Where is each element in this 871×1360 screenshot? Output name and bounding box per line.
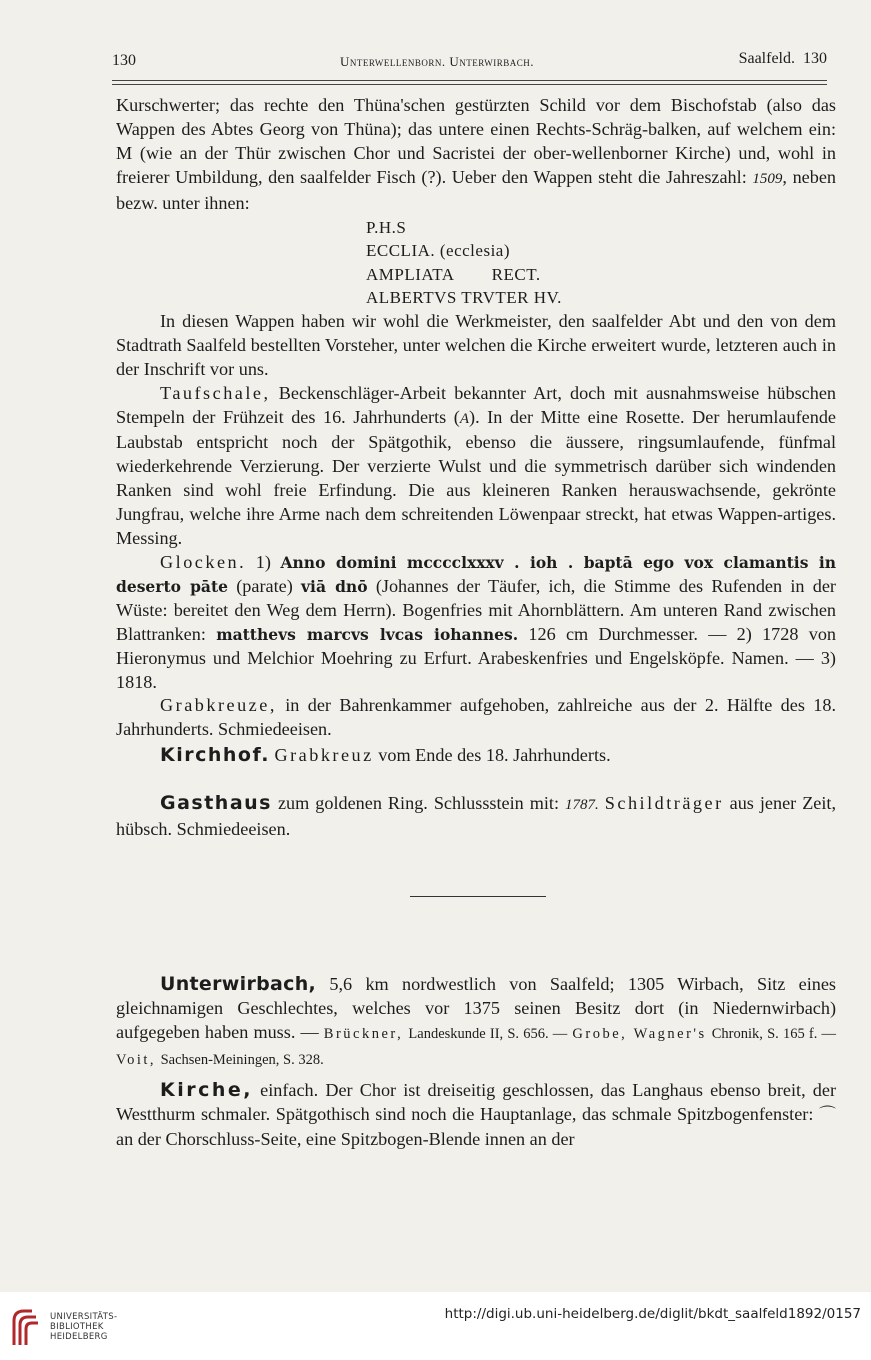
paragraph-coat-of-arms: [116, 94, 836, 216]
para3-text-b: ). In der Mitte eine Rosette. Der herumlaufende Laubstab entspricht noch der Spätgothik, ebenso die äussere, ringsumlaufende, fünfmal wiederkehrende Verzierung. Der verzierte Wulst und die symmetrisch darüber sich windenden Ranken sind wohl freie Erfindung. Die aus kleineren Ranken herauswachsende, gekrönte Jungfrau, welche ihre Arme nach dem schreitenden Löwenpaar streckt, hat etwas Wappen-artiges. Messing.: [116, 406, 837, 549]
para9-text-b: an der Chorschluss-Seite, eine Spitzbogen-Blende innen an der: [116, 1128, 575, 1149]
library-name-line: HEIDELBERG: [50, 1332, 108, 1342]
paragraph-gasthaus: [116, 792, 836, 842]
inscription-line: ALBERTVS TRVTER HV.: [366, 288, 562, 308]
para4-t2: (parate): [236, 575, 293, 596]
paragraph-werkmeister: In diesen Wappen haben wir wohl die Werkmeister, den saalfelder Abt und den von dem Stadtrath Saalfeld bestellten Vorsteher, unter welchen die Kirche erweitert wurde, letzteren auch in der Inschrift vor uns.: [116, 310, 836, 379]
para1-text-b: , neben bezw. unter ihnen:: [116, 166, 836, 213]
heading-kirche: Kirche,: [160, 1079, 253, 1101]
inscription-line: ECCLIA. (ecclesia): [366, 241, 510, 261]
ref-author-voit: Voit,: [116, 1051, 157, 1068]
section-gasthaus: [116, 792, 836, 842]
bell-inscription-3: matthevs marcvs lvcas iohannes.: [216, 624, 519, 644]
para7-text-b: aus jener Zeit, hübsch. Schmiedeeisen.: [116, 793, 837, 839]
section-unterwirbach: [116, 973, 836, 1073]
heading-glocken: Glocken.: [160, 551, 247, 572]
university-library-logo-icon: [10, 1307, 40, 1347]
year-1787: 1787.: [565, 797, 599, 813]
footer-bar: [0, 1292, 871, 1360]
para5-text: in der Bahrenkammer aufgehoben, zahlreiche aus der 2. Hälfte des 18. Jahrhunderts. Schmiedeeisen.: [116, 695, 837, 740]
heading-taufschale: Taufschale,: [160, 382, 271, 403]
running-header: [112, 52, 827, 78]
paragraph-kirchhof: [116, 744, 836, 768]
para8-text: 5,6 km nordwestlich von Saalfeld; 1305 Wirbach, Sitz eines gleichnamigen Geschlechtes, welches vor 1375 seinen Besitz dort (in Niedernwirbach) aufgegeben haben muss. —: [116, 974, 836, 1042]
bell-inscription-2: viā dnō: [301, 576, 368, 596]
library-name-line: UNIVERSITÄTS-: [50, 1312, 118, 1322]
inscription: [366, 216, 836, 310]
ref-grobe: Chronik, S. 165 f. —: [711, 1025, 837, 1042]
para4-t4: 126 cm Durchmesser. — 2) 1728 von Hieronymus und Melchior Moehring zu Erfurt. Arabeskenfries und Engelsköpfe. Namen. — 3) 1818.: [116, 623, 837, 692]
para6-text: vom Ende des 18. Jahrhunderts.: [378, 745, 611, 765]
paragraph-grabkreuze: [116, 694, 836, 742]
paragraph-glocken: [116, 551, 836, 694]
figure-ref-a: A: [459, 410, 470, 427]
spaced-grabkreuz: Grabkreuz: [274, 745, 374, 765]
paragraph-taufschale: [116, 382, 836, 551]
section-divider: [410, 896, 546, 897]
heading-grabkreuze: Grabkreuze,: [160, 695, 277, 716]
ref-author-brueckner: Brückner,: [323, 1025, 404, 1042]
para1-text-a: Kurschwerter; das rechte den Thüna'schen gestürzten Schild vor dem Bischofstab (also das Wappen des Abtes Georg von Thüna); das untere einen Rechts-Schräg-balken, auf welchem ein: M (wie an der Thür zwischen Chor und Sacristei der ober-wellenborner Kirche) und, wohl in freierer Umbildung, den saalfelder Fisch (?). Ueber den Wappen steht die Jahreszahl:: [116, 95, 836, 187]
ref-brueckner: Landeskunde II, S. 656. —: [408, 1025, 568, 1042]
bell-inscription-1: Anno domini mcccclxxxv . ioh . baptā ego vox clamantis in deserto pāte: [116, 552, 837, 596]
running-title: Unterwellenborn. Unterwirbach.: [340, 54, 535, 69]
place-name: Saalfeld.: [738, 50, 795, 67]
section-kirche: [116, 1079, 836, 1152]
page-number-right: 130: [803, 50, 827, 67]
paragraph-kirche: [116, 1079, 836, 1152]
heading-gasthaus: Gasthaus: [160, 792, 272, 814]
inscription-line: P.H.S: [366, 217, 407, 237]
year-1509: 1509: [752, 170, 783, 187]
ref-voit: Sachsen-Meiningen, S. 328.: [160, 1051, 324, 1068]
para7-text-a: zum goldenen Ring. Schlussstein mit:: [277, 793, 560, 813]
para9-text-a: einfach. Der Chor ist dreiseitig geschlossen, das Langhaus ebenso breit, der Westthurm schmaler. Spätgothisch sind noch die Hauptanlage, das schmale Spitzbogenfenster:: [116, 1080, 837, 1124]
library-name: [50, 1312, 117, 1342]
paragraph-unterwirbach: [116, 973, 836, 1073]
para4-t1: 1): [255, 551, 271, 572]
ref-author-grobe: Grobe, Wagner's: [572, 1025, 707, 1042]
section-kirchhof: [116, 744, 836, 768]
para4-t3: (Johannes der Täufer, ich, die Stimme des Rufenden in der Wüste: bereitet den Weg dem Herrn). Bogenfries mit Ahornblättern. Am unteren Rand zwischen Blattranken:: [116, 575, 836, 644]
inscription-line: AMPLIATA RECT.: [366, 264, 541, 284]
header-right: [739, 50, 827, 68]
library-name-line: BIBLIOTHEK: [50, 1322, 104, 1332]
pointed-arch-icon: ⌒: [819, 1104, 836, 1125]
body-text-top: [116, 94, 836, 742]
page-number-left: 130: [112, 52, 136, 69]
source-url-link[interactable]: http://digi.ub.uni-heidelberg.de/diglit/bkdt_saalfeld1892/0157: [444, 1306, 861, 1322]
heading-kirchhof: Kirchhof.: [160, 744, 270, 766]
para3-text-a: Beckenschläger-Arbeit bekannter Art, doch mit ausnahmsweise hübschen Stempeln der Frühzeit des 16. Jahrhunderts (: [116, 382, 837, 427]
heading-unterwirbach: Unterwirbach,: [160, 973, 317, 995]
header-rule: [112, 80, 827, 85]
spaced-schildtraeger: Schildträger: [604, 793, 724, 813]
